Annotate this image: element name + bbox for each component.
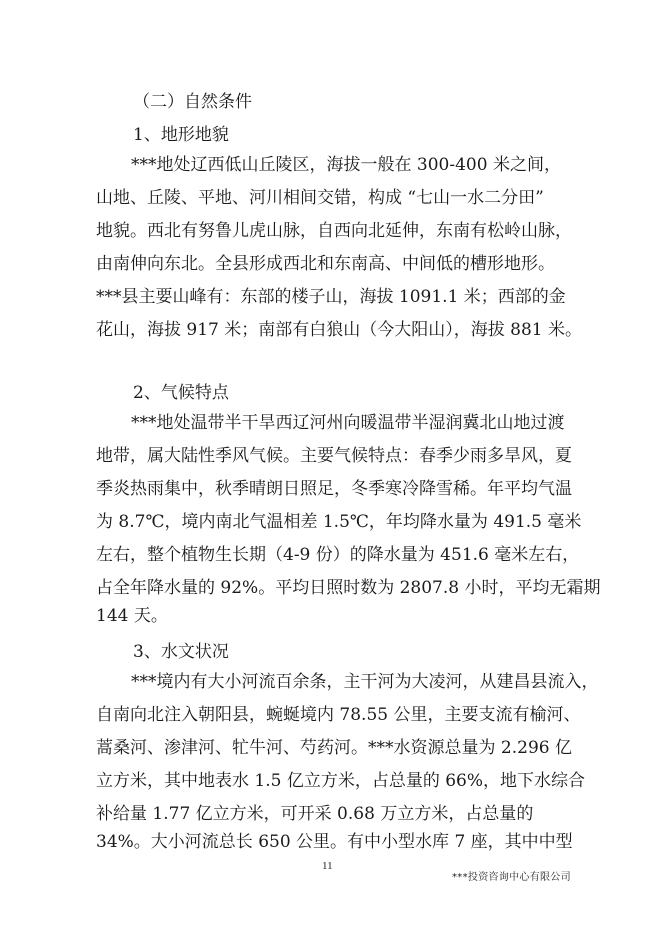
paragraph-line: 占全年降水量的 92%。平均日照时数为 2807.8 小时，平均无霜期: [96, 578, 601, 598]
page-number: 11: [322, 860, 333, 872]
section-title: （二）自然条件: [133, 92, 252, 112]
paragraph-line: 由南伸向东北。全县形成西北和东南高、中间低的槽形地形。: [96, 254, 555, 274]
paragraph-line: 地貌。西北有努鲁儿虎山脉，自西向北延伸，东南有松岭山脉，: [96, 221, 572, 241]
paragraph-line: 为 8.7℃，境内南北气温相差 1.5℃，年均降水量为 491.5 毫米: [96, 512, 582, 532]
paragraph-line: 立方米，其中地表水 1.5 亿立方米，占总量的 66%，地下水综合: [96, 771, 586, 791]
paragraph-line: 左右，整个植物生长期（4-9 份）的降水量为 451.6 毫米左右，: [96, 545, 580, 565]
paragraph-line: 144 天。: [96, 606, 168, 626]
paragraph-line: 地带，属大陆性季风气候。主要气候特点：春季少雨多旱风，夏: [96, 446, 572, 466]
paragraph-line: 山地、丘陵、平地、河川相间交错，构成 “七山一水二分田”: [96, 188, 544, 208]
paragraph-line: 补给量 1.77 亿立方米，可开采 0.68 万立方米，占总量的: [96, 804, 534, 824]
paragraph-line: ***地处辽西低山丘陵区，海拔一般在 300-400 米之间，: [131, 155, 561, 175]
paragraph-line: 自南向北注入朝阳县，蜿蜒境内 78.55 公里，主要支流有榆河、: [96, 705, 581, 725]
paragraph-line: ***地处温带半干旱西辽河州向暖温带半湿润冀北山地过渡: [131, 413, 565, 433]
paragraph-line: 季炎热雨集中，秋季晴朗日照足，冬季寒冷降雪稀。年平均气温: [96, 479, 572, 499]
paragraph-line: 花山，海拔 917 米；南部有白狼山（今大阳山），海拔 881 米。: [96, 320, 583, 340]
footer-company-name: ***投资咨询中心有限公司: [452, 872, 571, 883]
paragraph-line: ***境内有大小河流百余条，主干河为大凌河，从建昌县流入，: [131, 672, 599, 692]
paragraph-line: 34%。大小河流总长 650 公里。有中小型水库 7 座，其中中型: [96, 832, 573, 852]
subsection-heading: 2、气候特点: [133, 383, 229, 403]
subsection-heading: 1、地形地貌: [133, 125, 229, 145]
subsection-heading: 3、水文状况: [133, 642, 229, 662]
paragraph-line: ***县主要山峰有：东部的楼子山，海拔 1091.1 米；西部的金: [96, 287, 566, 307]
paragraph-line: 蒿桑河、渗津河、牤牛河、芍药河。***水资源总量为 2.296 亿: [96, 738, 572, 758]
